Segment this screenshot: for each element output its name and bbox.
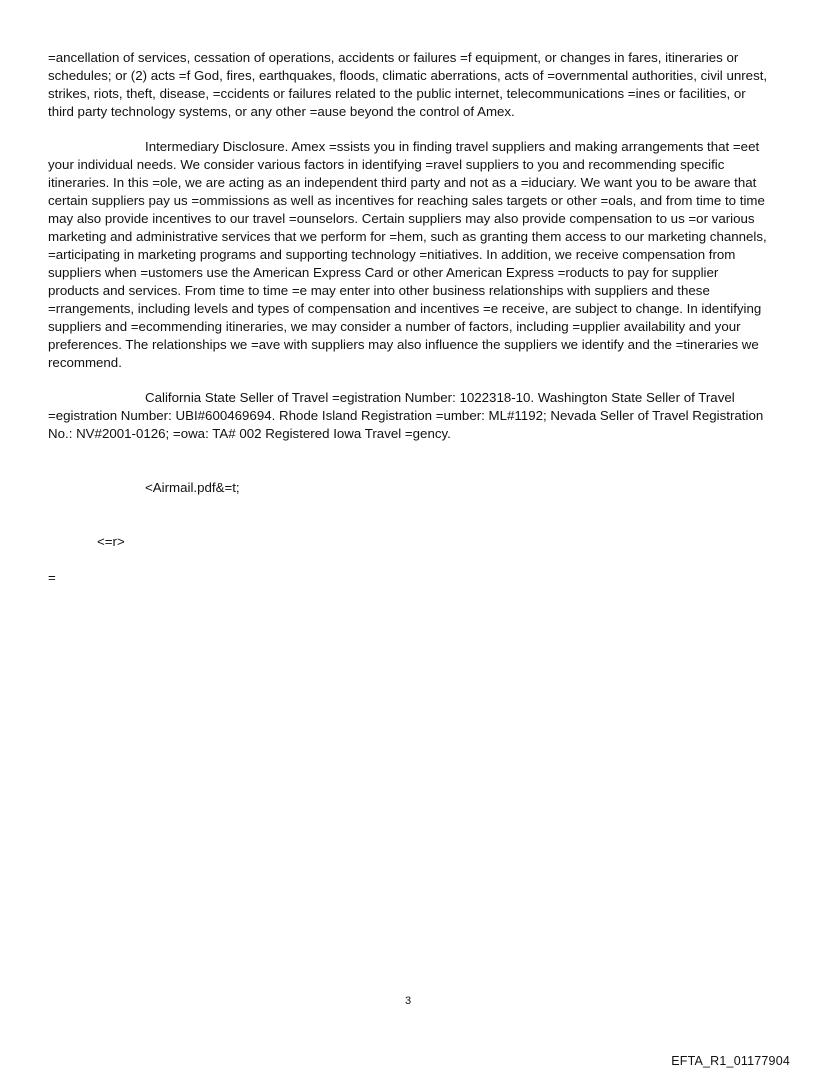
paragraph-cancellation-terms: =ancellation of services, cessation of operations, accidents or failures =f equipment, or changes in fares, itineraries or schedules; or (2) acts =f God, fires, earthquakes, floods, climatic aberrations, acts of =overnmental authorities, civil unrest, strikes, riots, theft, disease, =ccidents or failures related to the public internet, telecommunications =ines or facilities, or third party technology systems, or any other =ause beyond the control of Amex. xyxy=(48,50,768,119)
page-number: 3 xyxy=(404,995,412,1007)
document-id-stamp: EFTA_R1_01177904 xyxy=(671,1054,790,1068)
paragraph-seller-of-travel-registration: California State Seller of Travel =egistration Number: 1022318-10. Washington State Seller of Travel =egistration Number: UBI#600469694. Rhode Island Registration =umber: ML#1192; Nevada Seller of Travel Registration No.: NV#2001-0126; =owa: TA# 002 Registered Iowa Travel =gency. xyxy=(48,390,764,441)
line-break-artifact: <=r> xyxy=(97,534,125,549)
paragraph-intermediary-disclosure: Intermediary Disclosure. Amex =ssists you in finding travel suppliers and making arrangements that =eet your individual needs. We consider various factors in identifying =ravel suppliers to you and recommending specific itineraries. In this =ole, we are acting as an independent third party and not as a =iduciary. We want you to be aware that certain suppliers pay us =ommissions as well as incentives for reaching sales targets or other =oals, and from time to time may also provide incentives to our travel =ounselors. Certain suppliers may also provide compensation to us =or various marketing and administrative services that we perform for =hem, such as granting them access to our marketing channels, =articipating in marketing programs and supporting technology =nitiatives. In addition, we receive compensation from suppliers when =ustomers use the American Express Card or other American Express =roducts to pay for supplier products and services. From time to time =e may enter into other business relationships with suppliers and these =rrangements, including levels and types of compensation and incentives =e receive, are subject to change. In identifying suppliers and =ecommending itineraries, we may consider a number of factors, including =upplier availability and your preferences. The relationships we =ave with suppliers may also influence the suppliers we identify and the =tineraries we recommend. xyxy=(48,139,767,370)
attachment-reference: <Airmail.pdf&=t; xyxy=(145,480,240,495)
equals-artifact: = xyxy=(48,570,56,585)
